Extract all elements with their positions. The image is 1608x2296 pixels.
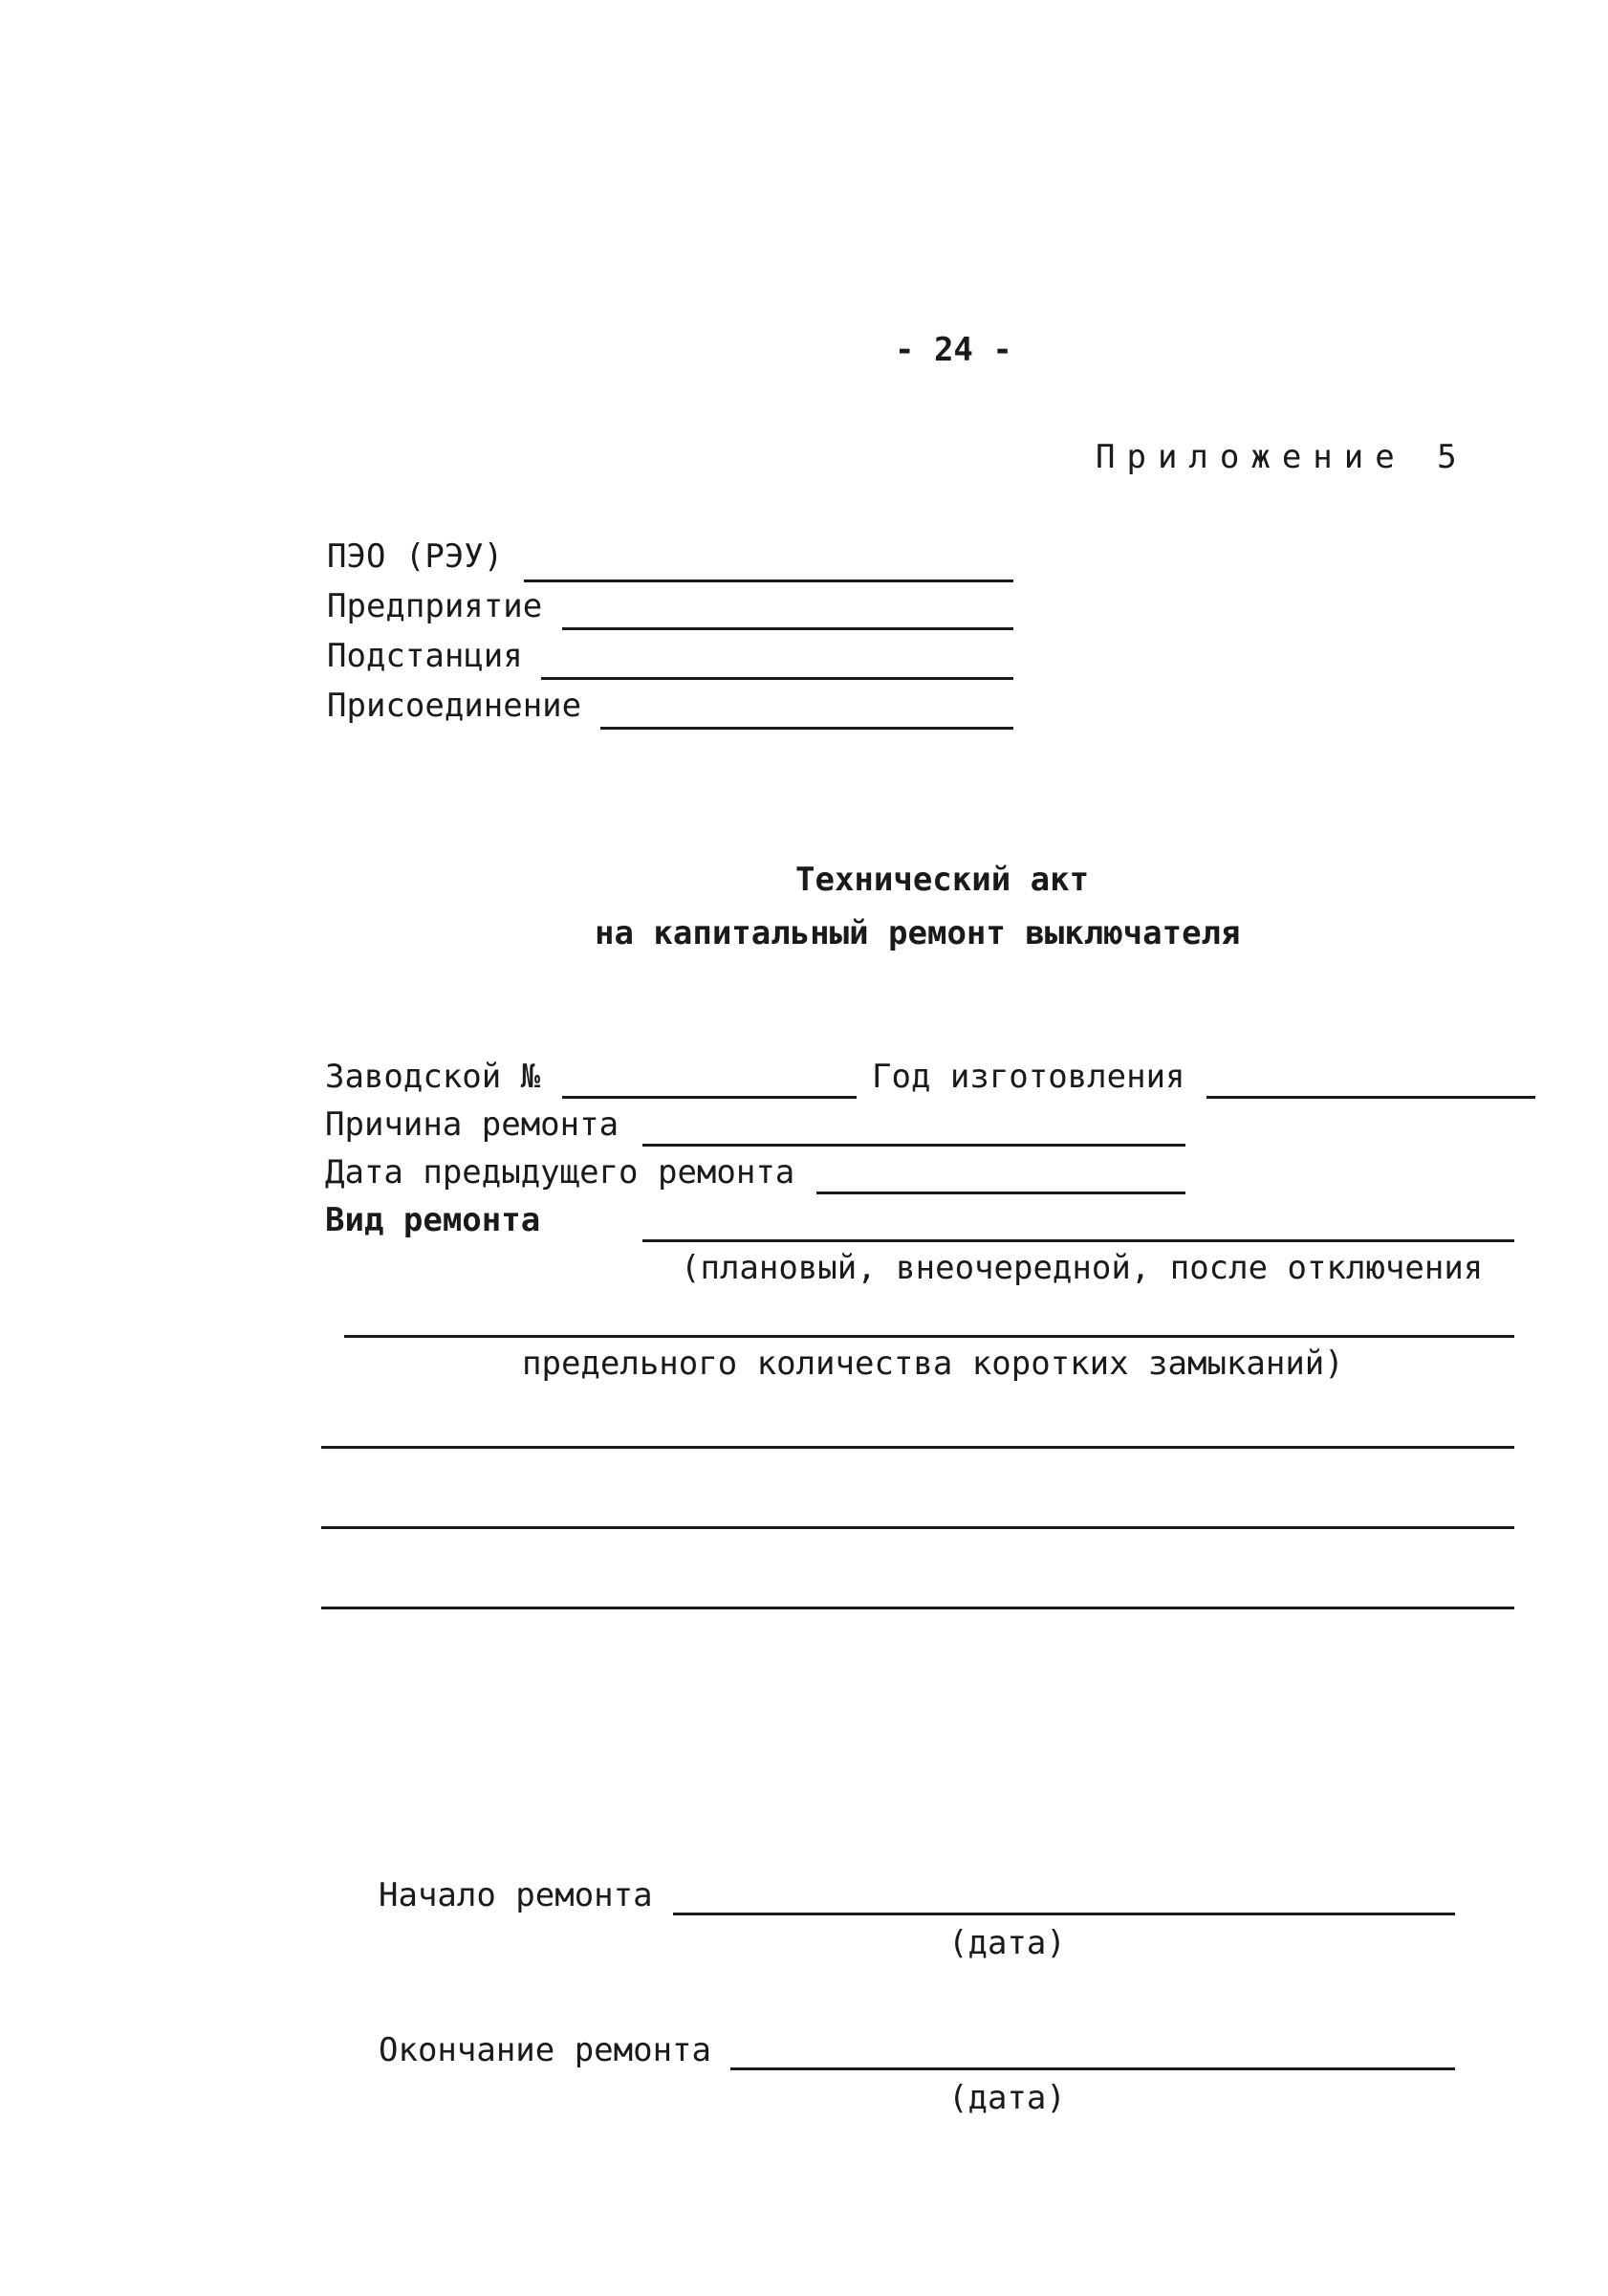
connection-field-line[interactable] bbox=[600, 727, 1013, 730]
repair-start-label: Начало ремонта bbox=[379, 1876, 653, 1914]
repair-type-line[interactable] bbox=[642, 1239, 1514, 1242]
blank-line-2[interactable] bbox=[321, 1526, 1514, 1529]
page-number: - 24 - bbox=[895, 331, 1012, 369]
appendix-heading: Приложение 5 bbox=[1096, 438, 1468, 476]
document-subtitle: на капитальный ремонт выключателя bbox=[595, 914, 1241, 952]
blank-line-1[interactable] bbox=[321, 1446, 1514, 1449]
serial-number-line[interactable] bbox=[562, 1096, 857, 1099]
serial-number-label: Заводской № bbox=[325, 1058, 541, 1096]
connection-field-label: Присоединение bbox=[327, 687, 582, 725]
repair-start-line[interactable] bbox=[673, 1913, 1455, 1915]
blank-line-3[interactable] bbox=[321, 1607, 1514, 1609]
repair-type-line-2[interactable] bbox=[344, 1335, 1514, 1338]
substation-field-label: Подстанция bbox=[327, 637, 523, 675]
repair-reason-label: Причина ремонта bbox=[325, 1105, 619, 1144]
prev-repair-date-label: Дата предыдущего ремонта bbox=[325, 1153, 795, 1192]
year-label: Год изготовления bbox=[872, 1058, 1185, 1096]
repair-start-hint: (дата) bbox=[948, 1924, 1066, 1962]
year-line[interactable] bbox=[1206, 1096, 1535, 1099]
enterprise-field-line[interactable] bbox=[562, 627, 1013, 630]
repair-type-hint-1: (плановый, внеочередной, после отключения bbox=[681, 1249, 1484, 1287]
org-field-label: ПЭО (РЭУ) bbox=[327, 537, 504, 576]
document-title: Технический акт bbox=[795, 861, 1090, 899]
repair-type-label: Вид ремонта bbox=[325, 1201, 541, 1239]
repair-type-hint-2: предельного количества коротких замыканий) bbox=[522, 1345, 1344, 1383]
substation-field-line[interactable] bbox=[541, 677, 1013, 680]
repair-end-hint: (дата) bbox=[948, 2079, 1066, 2117]
repair-end-line[interactable] bbox=[730, 2067, 1455, 2070]
prev-repair-date-line[interactable] bbox=[816, 1192, 1185, 1194]
org-field-line[interactable] bbox=[524, 579, 1013, 582]
enterprise-field-label: Предприятие bbox=[327, 587, 543, 625]
repair-reason-line[interactable] bbox=[642, 1144, 1185, 1147]
repair-end-label: Окончание ремонта bbox=[379, 2031, 711, 2069]
